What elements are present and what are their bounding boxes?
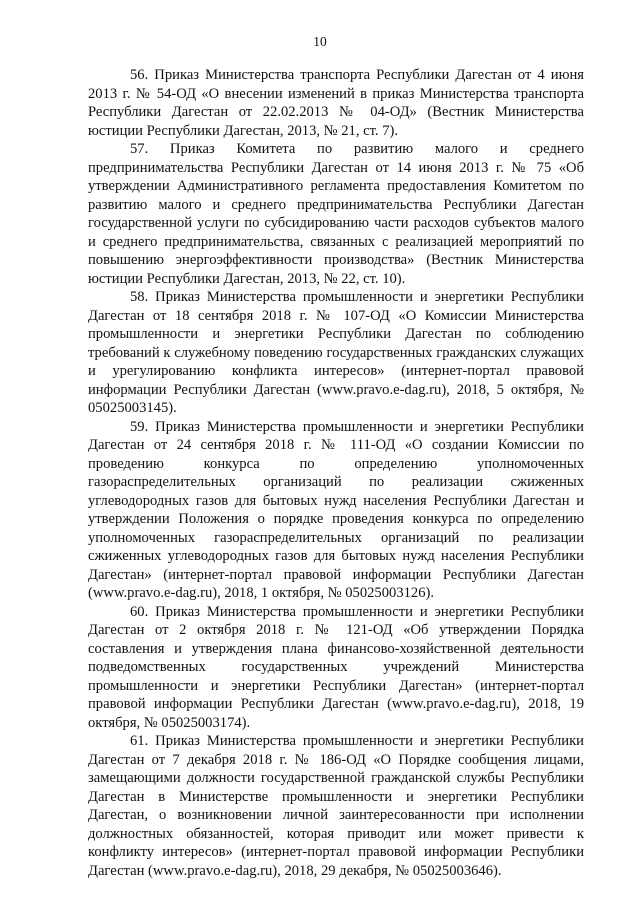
list-item-57: 57. Приказ Комитета по развитию малого и среднего предпринимательства Республики Дагестан от 14 июня 2013 г. № 75 «Об утверждении Административного регламента предоставления Комитетом по развитию малого и среднего предпринимательства Республики Дагестан государственной услуги по субсидированию части расходов субъектов малого и среднего предпринимательства, связанных с реализацией мероприятий по повышению энергоэффективности производства» (Вестник Министерства юстиции Республики Дагестан, 2013, № 22, ст. 10). (88, 141, 584, 287)
list-item-61: 61. Приказ Министерства промышленности и энергетики Республики Дагестан от 7 декабря 2018 г. № 186-ОД «О Порядке сообщения лицами, замещающими должности государственной гражданской службы Республики Дагестан в Министерстве промышленности и энергетики Республики Дагестан, о возникновении личной заинтересованности при исполнении должностных обязанностей, которая приводит или может привести к конфликту интересов» (интернет-портал правовой информации Республики Дагестан (www.pravo.e-dag.ru), 2018, 29 декабря, № 05025003646). (88, 733, 584, 879)
list-item-58: 58. Приказ Министерства промышленности и энергетики Республики Дагестан от 18 сентября 2018 г. № 107-ОД «О Комиссии Министерства промышленности и энергетики Республики Дагестан по соблюдению требований к служебному поведению государственных гражданских служащих и урегулированию конфликта интересов» (интернет-портал правовой информации Республики Дагестан (www.pravo.e-dag.ru), 2018, 5 октября, № 05025003145). (88, 289, 584, 416)
list-item-60: 60. Приказ Министерства промышленности и энергетики Республики Дагестан от 2 октября 2018 г. № 121-ОД «Об утверждении Порядка составления и утверждения плана финансово-хозяйственной деятельности подведомственных государственных учреждений Министерства промышленности и энергетики Республики Дагестан» (интернет-портал правовой информации Республики Дагестан (www.pravo.e-dag.ru), 2018, 19 октября, № 05025003174). (88, 603, 584, 731)
page-number: 10 (313, 34, 327, 49)
list-item-59: 59. Приказ Министерства промышленности и энергетики Республики Дагестан от 24 сентября 2018 г. № 111-ОД «О создании Комиссии по проведению конкурса по определению уполномоченных газораспределительных организаций по реализации сжиженных углеводородных газов для бытовых нужд населения Республики Дагестан и утверждении Положения о порядке проведения конкурса по определению уполномоченных газораспределительных организаций по реализации сжиженных углеводородных газов для бытовых нужд населения Республики Дагестан» (интернет-портал правовой информации Республики Дагестан (www.pravo.e-dag.ru), 2018, 1 октября, № 05025003126). (88, 418, 584, 601)
document-body (88, 66, 584, 880)
list-item-56: 56. Приказ Министерства транспорта Республики Дагестан от 4 июня 2013 г. № 54-ОД «О внесении изменений в приказ Министерства транспорта Республики Дагестан от 22.02.2013 № 04-ОД» (Вестник Министерства юстиции Республики Дагестан, 2013, № 21, ст. 7). (88, 67, 584, 139)
